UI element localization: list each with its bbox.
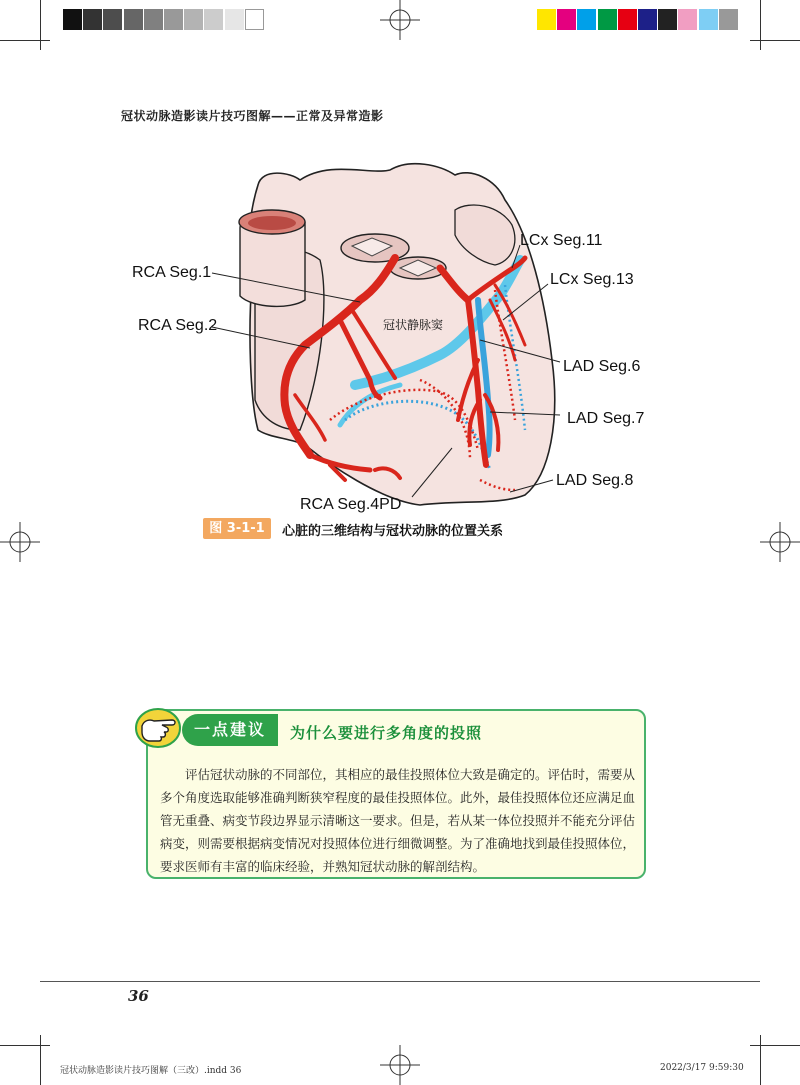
label-rca-seg2: RCA Seg.2 [138,317,218,334]
label-lad-seg8: LAD Seg.8 [556,472,634,489]
running-title: 冠状动脉造影读片技巧图解——正常及异常造影 [121,109,384,123]
label-lad-seg7: LAD Seg.7 [567,410,645,427]
figure-number-tag: 图 3-1-1 [203,518,271,539]
pointing-hand-icon [134,706,186,750]
tip-tab: 一点建议 [182,714,278,746]
label-coronary-sinus: 冠状静脉窦 [383,318,444,332]
crop-mark [0,1045,50,1046]
print-timestamp: 2022/3/17 9:59:30 [660,1063,744,1073]
tip-heading: 为什么要进行多角度的投照 [290,724,483,742]
footer-rule [40,981,760,982]
tip-body [160,763,635,878]
figure-caption: 心脏的三维结构与冠状动脉的位置关系 [282,524,504,539]
label-rca-seg4pd: RCA Seg.4PD [300,496,402,513]
label-lad-seg6: LAD Seg.6 [563,358,641,375]
registration-mark-bottom [380,1045,420,1085]
page-number: 36 [128,987,149,1005]
tip-paragraph: 评估冠状动脉的不同部位，其相应的最佳投照体位大致是确定的。评估时，需要从多个角度选取能够准确判断狭窄程度的最佳投照体位。此外，最佳投照体位还应满足血管无重叠、病变节段边界显示清晰这一要求。但是，若从某一体位投照并不能充分评估病变，则需要根据病变情况对投照体位进行细微调整。为了准确地找到最佳投照体位，要求医师有丰富的临床经验，并熟知冠状动脉的解剖结构。 [160,767,636,874]
crop-mark [750,1045,800,1046]
crop-mark [760,1035,761,1085]
file-info: 冠状动脉造影读片技巧图解（三改）.indd 36 [60,1066,242,1076]
label-lcx-seg13: LCx Seg.13 [550,271,634,288]
label-lcx-seg11: LCx Seg.11 [520,232,603,249]
crop-mark [40,1035,41,1085]
label-rca-seg1: RCA Seg.1 [132,264,212,281]
